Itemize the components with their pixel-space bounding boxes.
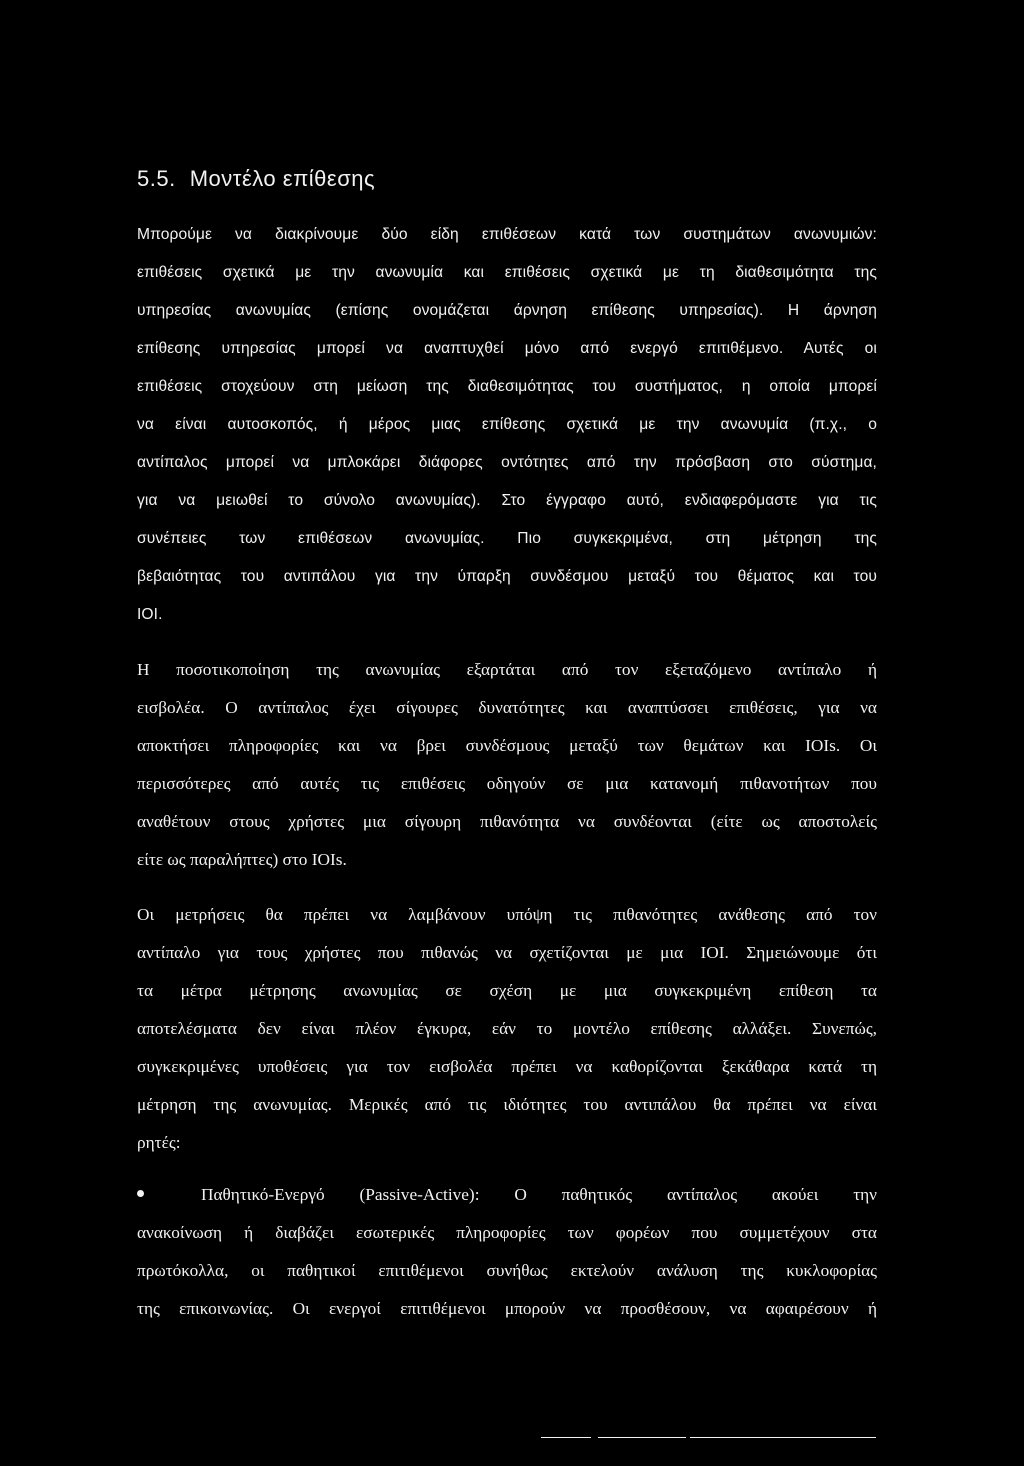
paragraph-1-line: επιθέσεις σχετικά με την ανωνυμία και επιθέσεις σχετικά με τη διαθεσιμότητα της: [137, 264, 877, 281]
paragraph-3-line: ρητές:: [137, 1133, 181, 1152]
paragraph-3-line: συγκεκριμένες υποθέσεις για τον εισβολέα πρέπει να καθορίζονται ξεκάθαρα κατά τη: [137, 1057, 877, 1076]
paragraph-3-line: αποτελέσματα δεν είναι πλέον έγκυρα, εάν το μοντέλο επίθεσης αλλάξει. Συνεπώς,: [137, 1019, 877, 1038]
paragraph-1-line: συνέπειες των επιθέσεων ανωνυμίας. Πιο συγκεκριμένα, στη μέτρηση της: [137, 530, 877, 547]
paragraph-2-line: αναθέτουν στους χρήστες μια σίγουρη πιθανότητα να συνδέονται (είτε ως αποστολείς: [137, 812, 877, 831]
paragraph-1-line: αντίπαλος μπορεί να μπλοκάρει διάφορες οντότητες από την πρόσβαση στο σύστημα,: [137, 454, 877, 471]
paragraph-2-line: είτε ως παραλήπτες) στο IOIs.: [137, 850, 347, 869]
section-number: 5.5.: [137, 166, 176, 191]
paragraph-2-line: Η ποσοτικοποίηση της ανωνυμίας εξαρτάται από τον εξεταζόμενο αντίπαλο ή: [137, 660, 877, 679]
footer-rule: [598, 1437, 686, 1438]
footer-rule: [690, 1437, 876, 1438]
paragraph-2-line: εισβολέα. Ο αντίπαλος έχει σίγουρες δυνατότητες και αναπτύσσει επιθέσεις, για να: [137, 698, 877, 717]
paragraph-1-line: IOI.: [137, 606, 163, 623]
bullet-icon: [137, 1190, 144, 1197]
bullet-item-line: της επικοινωνίας. Οι ενεργοί επιτιθέμενοι μπορούν να προσθέσουν, να αφαιρέσουν ή: [137, 1299, 877, 1318]
paragraph-2-line: περισσότερες από αυτές τις επιθέσεις οδηγούν σε μια κατανομή πιθανοτήτων που: [137, 774, 877, 793]
bullet-item-line: πρωτόκολλα, οι παθητικοί επιτιθέμενοι συνήθως εκτελούν ανάλυση της κυκλοφορίας: [137, 1261, 877, 1280]
paragraph-3-line: Οι μετρήσεις θα πρέπει να λαμβάνουν υπόψη τις πιθανότητες ανάθεσης από τον: [137, 905, 877, 924]
paragraph-1-line: να είναι αυτοσκοπός, ή μέρος μιας επίθεσης σχετικά με την ανωνυμία (π.χ., ο: [137, 416, 877, 433]
paragraph-1-line: για να μειωθεί το σύνολο ανωνυμίας). Στο έγγραφο αυτό, ενδιαφερόμαστε για τις: [137, 492, 877, 509]
paragraph-1-line: επιθέσεις στοχεύουν στη μείωση της διαθεσιμότητας του συστήματος, η οποία μπορεί: [137, 378, 877, 395]
bullet-item-line: ανακοίνωση ή διαβάζει εσωτερικές πληροφορίες των φορέων που συμμετέχουν στα: [137, 1223, 877, 1242]
section-title: Μοντέλο επίθεσης: [189, 166, 376, 191]
footer-rule: [541, 1437, 591, 1438]
paragraph-1-line: επίθεσης υπηρεσίας μπορεί να αναπτυχθεί μόνο από ενεργό επιτιθέμενο. Αυτές οι: [137, 340, 877, 357]
paragraph-1-line: βεβαιότητας του αντιπάλου για την ύπαρξη συνδέσμου μεταξύ του θέματος και του: [137, 568, 877, 585]
paragraph-3-line: μέτρηση της ανωνυμίας. Μερικές από τις ιδιότητες του αντιπάλου θα πρέπει να είναι: [137, 1095, 877, 1114]
section-heading: [137, 166, 375, 192]
paragraph-3-line: αντίπαλο για τους χρήστες που πιθανώς να σχετίζονται με μια IOI. Σημειώνουμε ότι: [137, 943, 877, 962]
paragraph-3-line: τα μέτρα μέτρησης ανωνυμίας σε σχέση με μια συγκεκριμένη επίθεση τα: [137, 981, 877, 1000]
paragraph-1-line: υπηρεσίας ανωνυμίας (επίσης ονομάζεται άρνηση επίθεσης υπηρεσίας). Η άρνηση: [137, 302, 877, 319]
bullet-item-first-line: Παθητικό-Ενεργό (Passive-Active): Ο παθητικός αντίπαλος ακούει την: [201, 1185, 877, 1204]
paragraph-2-line: αποκτήσει πληροφορίες και να βρει συνδέσμους μεταξύ των θεμάτων και IOIs. Οι: [137, 736, 877, 755]
paragraph-1-line: Μπορούμε να διακρίνουμε δύο είδη επιθέσεων κατά των συστημάτων ανωνυμιών:: [137, 226, 877, 243]
